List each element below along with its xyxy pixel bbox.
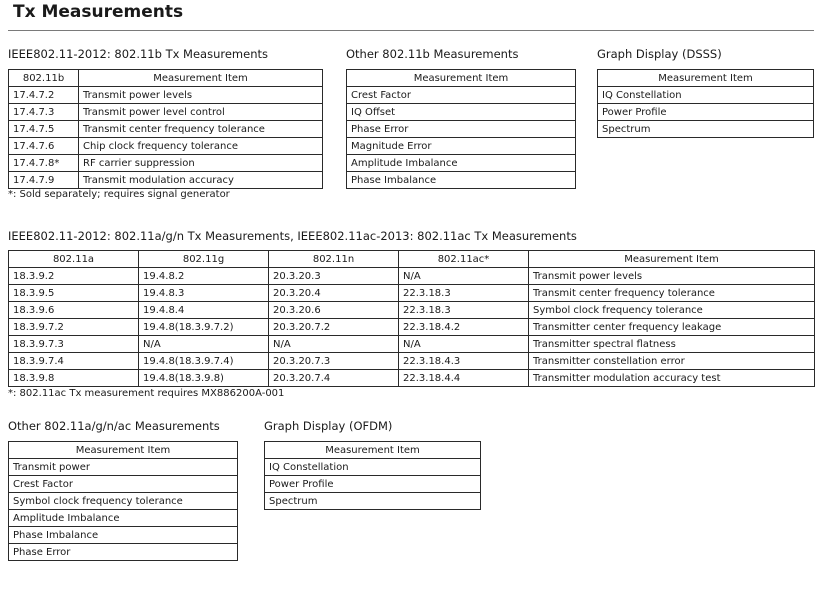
table-row xyxy=(9,510,238,527)
table-cell: Spectrum xyxy=(265,493,481,510)
table-cell: 18.3.9.2 xyxy=(9,268,139,285)
table-cell: 22.3.18.3 xyxy=(399,285,529,302)
b-tx-table xyxy=(8,69,323,189)
agn-tx-table xyxy=(8,250,815,387)
table-cell: N/A xyxy=(399,336,529,353)
table-cell: Spectrum xyxy=(598,121,814,138)
table-row xyxy=(9,155,323,172)
table-cell: IQ Constellation xyxy=(265,459,481,476)
table-row xyxy=(9,336,815,353)
table-row xyxy=(9,370,815,387)
table-cell: 20.3.20.3 xyxy=(269,268,399,285)
table-cell: Transmit power xyxy=(9,459,238,476)
table-cell: Symbol clock frequency tolerance xyxy=(529,302,815,319)
table-cell: Transmit power levels xyxy=(529,268,815,285)
column-header: 802.11b xyxy=(9,70,79,87)
column-header: 802.11a xyxy=(9,251,139,268)
table-row xyxy=(598,104,814,121)
table-cell: Chip clock frequency tolerance xyxy=(79,138,323,155)
column-header: Measurement Item xyxy=(598,70,814,87)
table-cell: 17.4.7.5 xyxy=(9,121,79,138)
agn-tx-footnote: *: 802.11ac Tx measurement requires MX886200A-001 xyxy=(8,388,285,399)
table-cell: 19.4.8.4 xyxy=(139,302,269,319)
b-other-table xyxy=(346,69,576,189)
table-cell: 19.4.8(18.3.9.7.2) xyxy=(139,319,269,336)
table-cell: 17.4.7.2 xyxy=(9,87,79,104)
table-cell: 18.3.9.7.4 xyxy=(9,353,139,370)
table-cell: N/A xyxy=(269,336,399,353)
table-cell: Transmitter constellation error xyxy=(529,353,815,370)
ofdm-table xyxy=(264,441,481,510)
table-cell: Transmit center frequency tolerance xyxy=(529,285,815,302)
table-header-row xyxy=(347,70,576,87)
column-header: Measurement Item xyxy=(529,251,815,268)
table-cell: Crest Factor xyxy=(347,87,576,104)
agn-other-title: Other 802.11a/g/n/ac Measurements xyxy=(8,419,220,433)
table-row xyxy=(9,121,323,138)
table-cell: Transmit power levels xyxy=(79,87,323,104)
table-cell: N/A xyxy=(139,336,269,353)
table-header-row xyxy=(9,442,238,459)
table-cell: Symbol clock frequency tolerance xyxy=(9,493,238,510)
table-cell: 18.3.9.7.3 xyxy=(9,336,139,353)
column-header: Measurement Item xyxy=(265,442,481,459)
table-cell: RF carrier suppression xyxy=(79,155,323,172)
b-tx-footnote: *: Sold separately; requires signal generator xyxy=(8,189,230,200)
b-other-title: Other 802.11b Measurements xyxy=(346,47,519,61)
table-cell: IQ Offset xyxy=(347,104,576,121)
table-cell: 18.3.9.8 xyxy=(9,370,139,387)
table-row xyxy=(9,353,815,370)
table-cell: 19.4.8.3 xyxy=(139,285,269,302)
table-cell: 18.3.9.7.2 xyxy=(9,319,139,336)
table-row xyxy=(9,172,323,189)
table-cell: Transmit center frequency tolerance xyxy=(79,121,323,138)
table-cell: 17.4.7.9 xyxy=(9,172,79,189)
table-cell: 18.3.9.5 xyxy=(9,285,139,302)
table-cell: 22.3.18.4.4 xyxy=(399,370,529,387)
page-title: Tx Measurements xyxy=(13,2,184,22)
table-cell: Phase Error xyxy=(347,121,576,138)
table-row xyxy=(9,285,815,302)
table-cell: 22.3.18.4.2 xyxy=(399,319,529,336)
table-row xyxy=(598,87,814,104)
agn-tx-title: IEEE802.11-2012: 802.11a/g/n Tx Measurements, IEEE802.11ac-2013: 802.11ac Tx Measurements xyxy=(8,229,577,243)
table-header-row xyxy=(598,70,814,87)
table-cell: IQ Constellation xyxy=(598,87,814,104)
table-row xyxy=(9,268,815,285)
table-header-row xyxy=(265,442,481,459)
table-cell: Transmitter modulation accuracy test xyxy=(529,370,815,387)
table-cell: 20.3.20.7.3 xyxy=(269,353,399,370)
table-cell: N/A xyxy=(399,268,529,285)
table-row xyxy=(347,87,576,104)
table-cell: 17.4.7.6 xyxy=(9,138,79,155)
table-cell: Phase Imbalance xyxy=(9,527,238,544)
table-row xyxy=(347,138,576,155)
table-cell: Phase Error xyxy=(9,544,238,561)
table-row xyxy=(347,121,576,138)
title-divider xyxy=(8,30,814,31)
table-cell: Transmitter spectral flatness xyxy=(529,336,815,353)
table-row xyxy=(347,104,576,121)
table-cell: 19.4.8.2 xyxy=(139,268,269,285)
table-cell: 20.3.20.7.2 xyxy=(269,319,399,336)
column-header: Measurement Item xyxy=(347,70,576,87)
table-row xyxy=(9,138,323,155)
table-cell: 20.3.20.6 xyxy=(269,302,399,319)
table-row xyxy=(9,459,238,476)
table-cell: Phase Imbalance xyxy=(347,172,576,189)
table-row xyxy=(9,493,238,510)
agn-other-table xyxy=(8,441,238,561)
table-row xyxy=(9,87,323,104)
table-row xyxy=(265,476,481,493)
table-row xyxy=(9,476,238,493)
table-row xyxy=(9,302,815,319)
table-cell: Amplitude Imbalance xyxy=(9,510,238,527)
table-row xyxy=(9,527,238,544)
column-header: Measurement Item xyxy=(9,442,238,459)
table-row xyxy=(347,172,576,189)
table-cell: 19.4.8(18.3.9.8) xyxy=(139,370,269,387)
table-cell: 17.4.7.8* xyxy=(9,155,79,172)
table-row xyxy=(347,155,576,172)
dsss-title: Graph Display (DSSS) xyxy=(597,47,722,61)
table-cell: 18.3.9.6 xyxy=(9,302,139,319)
table-cell: Crest Factor xyxy=(9,476,238,493)
table-cell: Power Profile xyxy=(598,104,814,121)
table-cell: Transmit power level control xyxy=(79,104,323,121)
table-row xyxy=(9,104,323,121)
table-row xyxy=(598,121,814,138)
column-header: 802.11g xyxy=(139,251,269,268)
table-cell: Transmitter center frequency leakage xyxy=(529,319,815,336)
table-row xyxy=(9,544,238,561)
b-tx-title: IEEE802.11-2012: 802.11b Tx Measurements xyxy=(8,47,268,61)
table-cell: Magnitude Error xyxy=(347,138,576,155)
column-header: Measurement Item xyxy=(79,70,323,87)
table-row xyxy=(9,319,815,336)
table-cell: 20.3.20.7.4 xyxy=(269,370,399,387)
table-header-row xyxy=(9,251,815,268)
ofdm-title: Graph Display (OFDM) xyxy=(264,419,393,433)
table-cell: 19.4.8(18.3.9.7.4) xyxy=(139,353,269,370)
table-cell: Power Profile xyxy=(265,476,481,493)
column-header: 802.11ac* xyxy=(399,251,529,268)
table-cell: 22.3.18.4.3 xyxy=(399,353,529,370)
table-row xyxy=(265,493,481,510)
table-row xyxy=(265,459,481,476)
table-cell: 17.4.7.3 xyxy=(9,104,79,121)
column-header: 802.11n xyxy=(269,251,399,268)
table-header-row xyxy=(9,70,323,87)
table-cell: Amplitude Imbalance xyxy=(347,155,576,172)
table-cell: Transmit modulation accuracy xyxy=(79,172,323,189)
table-cell: 20.3.20.4 xyxy=(269,285,399,302)
table-cell: 22.3.18.3 xyxy=(399,302,529,319)
dsss-table xyxy=(597,69,814,138)
